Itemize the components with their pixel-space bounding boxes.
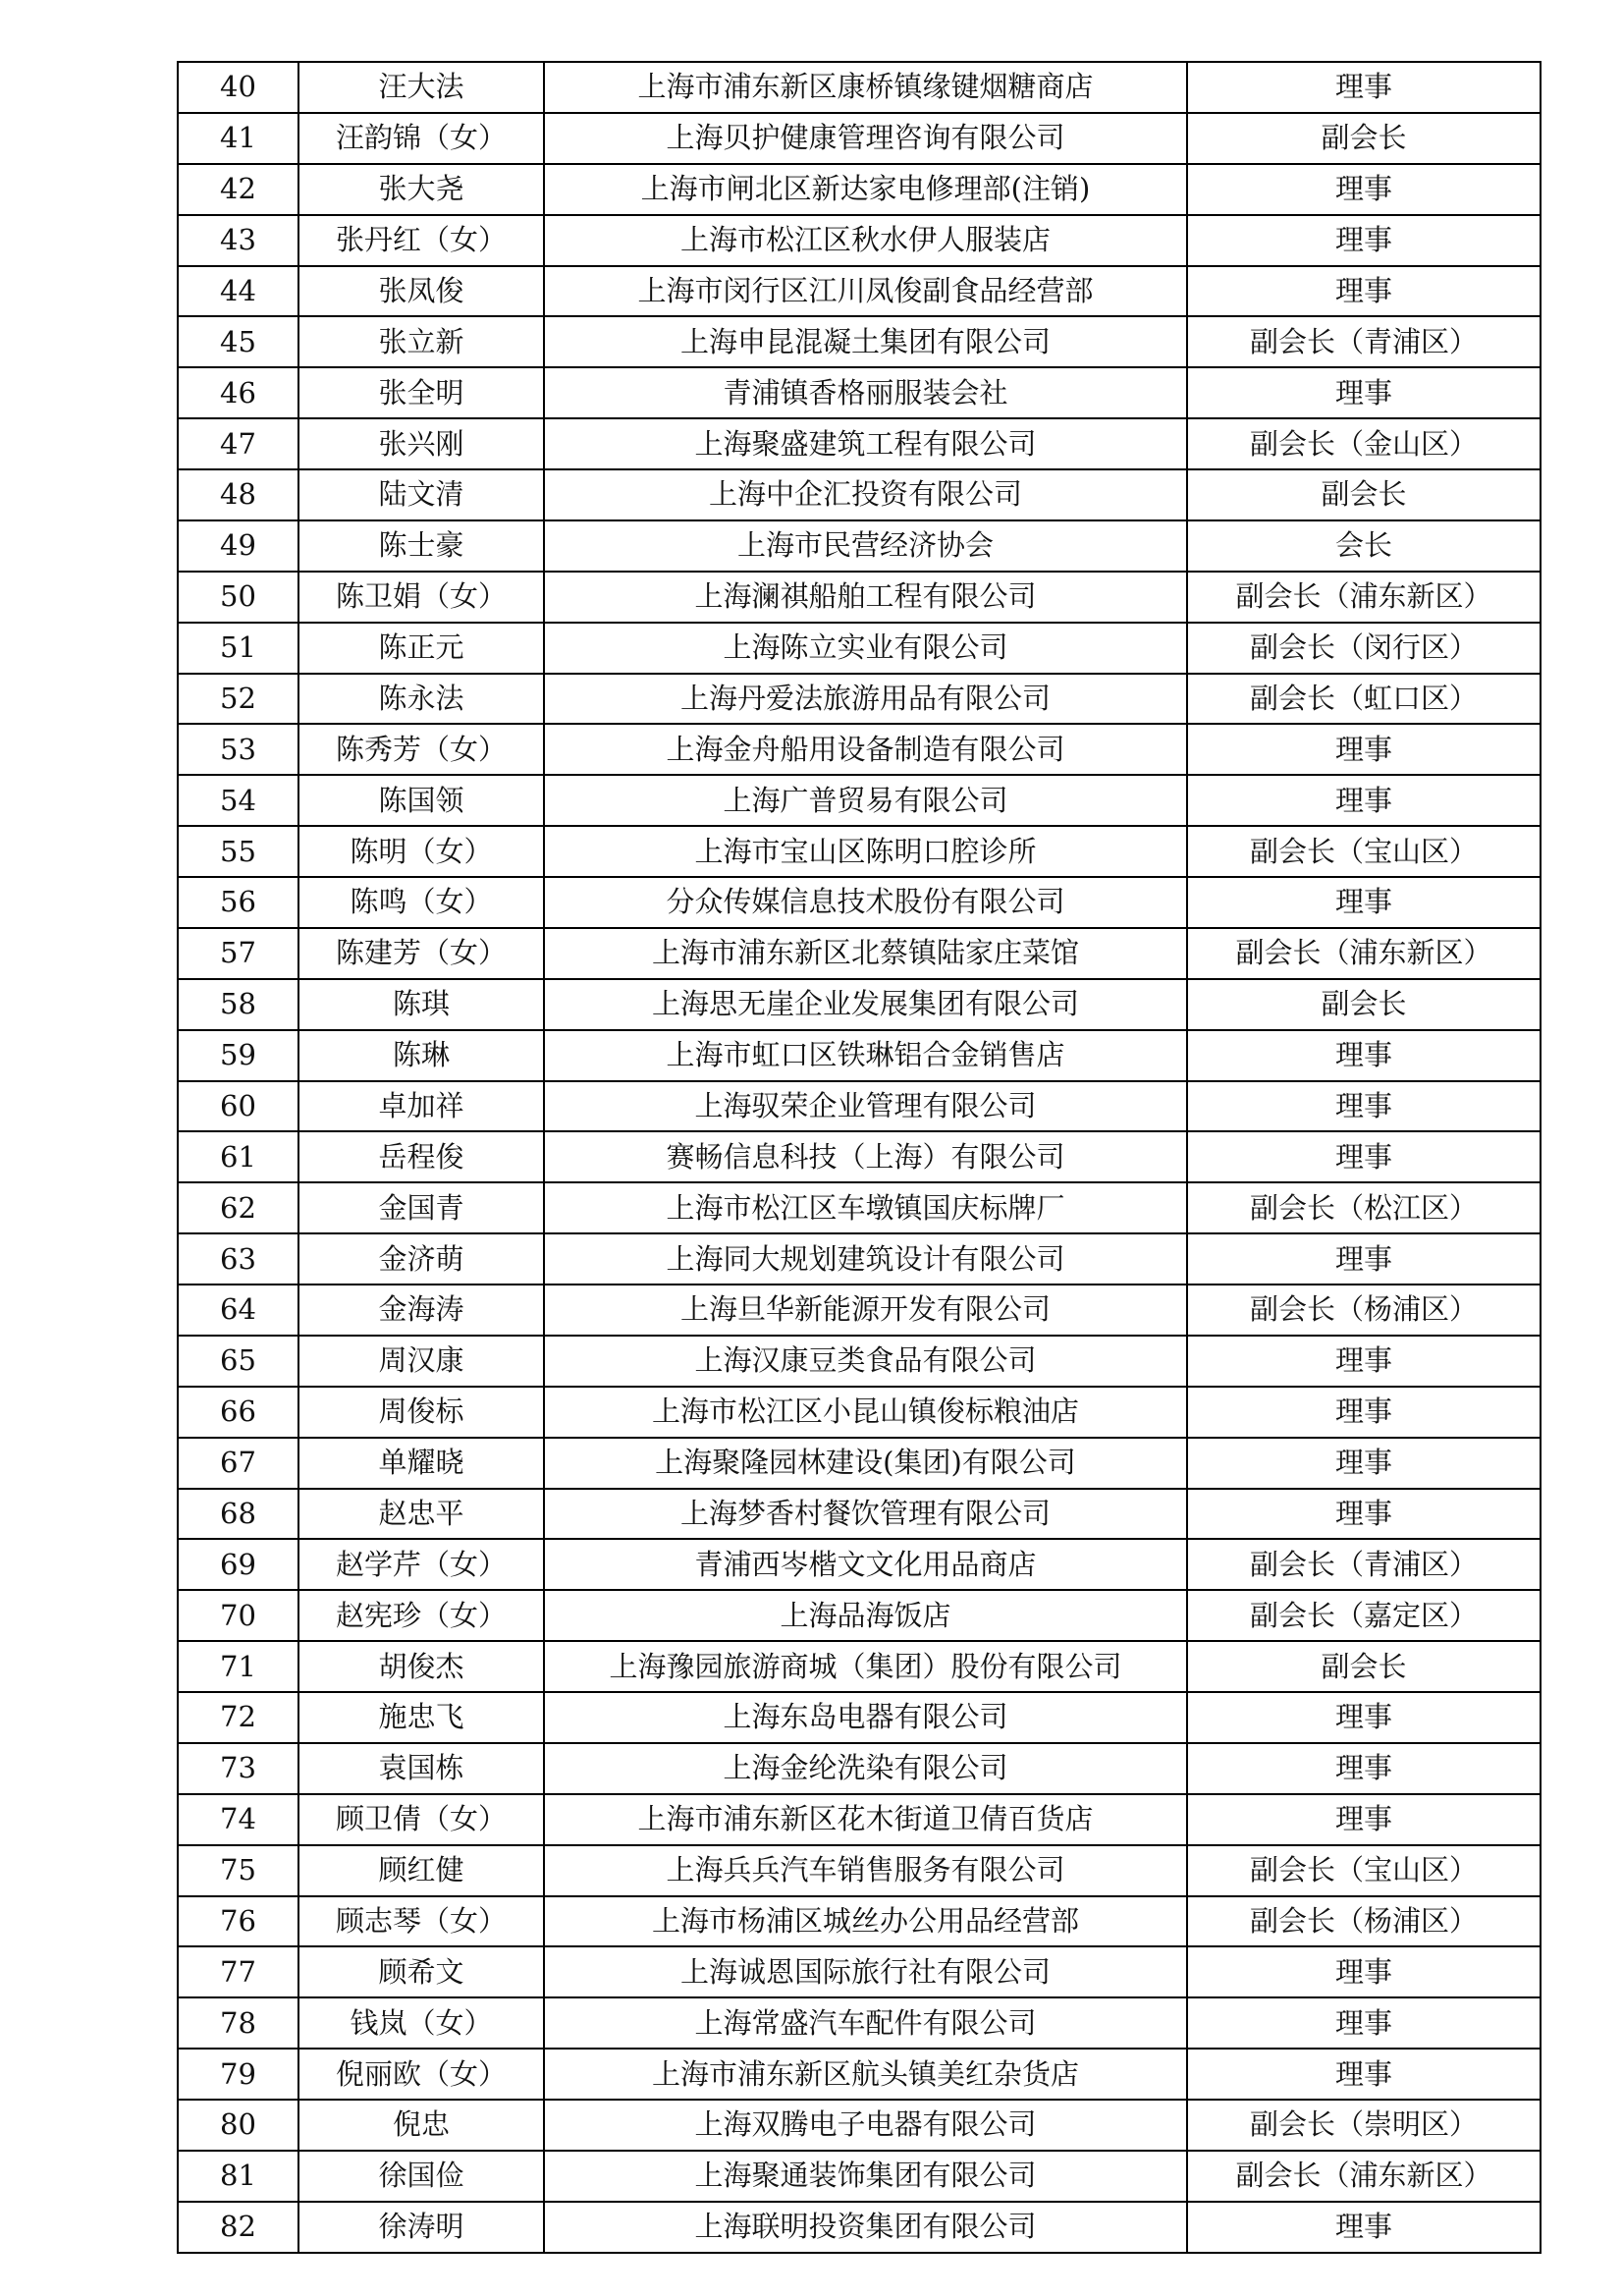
row-number-cell: 52: [178, 674, 298, 725]
member-name-cell: 金海涛: [298, 1285, 544, 1336]
row-number-cell: 65: [178, 1336, 298, 1387]
member-name-cell: 陈明（女）: [298, 826, 544, 877]
row-number-cell: 41: [178, 113, 298, 164]
table-row: [178, 1387, 1541, 1438]
row-number-cell: 80: [178, 2100, 298, 2151]
organization-cell: 分众传媒信息技术股份有限公司: [544, 877, 1187, 928]
row-number-cell: 81: [178, 2151, 298, 2202]
table-row: [178, 877, 1541, 928]
organization-cell: 上海品海饭店: [544, 1590, 1187, 1641]
row-number-cell: 60: [178, 1081, 298, 1132]
row-number-cell: 47: [178, 418, 298, 469]
table-row: [178, 367, 1541, 418]
member-name-cell: 汪韵锦（女）: [298, 113, 544, 164]
table-row: [178, 775, 1541, 826]
member-name-cell: 周俊标: [298, 1387, 544, 1438]
row-number-cell: 79: [178, 2049, 298, 2100]
role-cell: 理事: [1187, 1438, 1541, 1489]
role-cell: 理事: [1187, 1794, 1541, 1845]
organization-cell: 上海市宝山区陈明口腔诊所: [544, 826, 1187, 877]
role-cell: 副会长（杨浦区）: [1187, 1285, 1541, 1336]
member-name-cell: 张凤俊: [298, 266, 544, 317]
role-cell: 理事: [1187, 1387, 1541, 1438]
member-name-cell: 陈正元: [298, 623, 544, 674]
role-cell: 理事: [1187, 1336, 1541, 1387]
role-cell: 理事: [1187, 1946, 1541, 1997]
role-cell: 理事: [1187, 164, 1541, 215]
row-number-cell: 69: [178, 1539, 298, 1590]
member-name-cell: 张丹红（女）: [298, 215, 544, 266]
member-name-cell: 倪丽欧（女）: [298, 2049, 544, 2100]
member-name-cell: 顾卫倩（女）: [298, 1794, 544, 1845]
row-number-cell: 59: [178, 1030, 298, 1081]
row-number-cell: 40: [178, 62, 298, 113]
member-name-cell: 徐涛明: [298, 2202, 544, 2253]
organization-cell: 上海市杨浦区城丝办公用品经营部: [544, 1896, 1187, 1947]
organization-cell: 上海市闸北区新达家电修理部(注销): [544, 164, 1187, 215]
member-name-cell: 顾志琴（女）: [298, 1896, 544, 1947]
table-row: [178, 62, 1541, 113]
role-cell: 理事: [1187, 775, 1541, 826]
role-cell: 理事: [1187, 1489, 1541, 1540]
member-name-cell: 单耀晓: [298, 1438, 544, 1489]
row-number-cell: 72: [178, 1692, 298, 1743]
member-name-cell: 徐国俭: [298, 2151, 544, 2202]
row-number-cell: 66: [178, 1387, 298, 1438]
organization-cell: 青浦镇香格丽服装会社: [544, 367, 1187, 418]
organization-cell: 上海联明投资集团有限公司: [544, 2202, 1187, 2253]
table-row: [178, 1641, 1541, 1692]
row-number-cell: 63: [178, 1233, 298, 1285]
row-number-cell: 75: [178, 1845, 298, 1896]
organization-cell: 上海梦香村餐饮管理有限公司: [544, 1489, 1187, 1540]
table-row: [178, 674, 1541, 725]
member-name-cell: 岳程俊: [298, 1131, 544, 1182]
row-number-cell: 76: [178, 1896, 298, 1947]
table-row: [178, 418, 1541, 469]
member-name-cell: 张大尧: [298, 164, 544, 215]
organization-cell: 上海市浦东新区航头镇美红杂货店: [544, 2049, 1187, 2100]
table-row: [178, 469, 1541, 520]
table-row: [178, 1489, 1541, 1540]
role-cell: 理事: [1187, 1997, 1541, 2049]
role-cell: 理事: [1187, 1081, 1541, 1132]
organization-cell: 青浦西岑楷文文化用品商店: [544, 1539, 1187, 1590]
organization-cell: 上海市民营经济协会: [544, 520, 1187, 572]
member-name-cell: 袁国栋: [298, 1743, 544, 1794]
member-name-cell: 陈鸣（女）: [298, 877, 544, 928]
member-name-cell: 张立新: [298, 316, 544, 367]
row-number-cell: 55: [178, 826, 298, 877]
organization-cell: 上海金纶洗染有限公司: [544, 1743, 1187, 1794]
role-cell: 副会长（宝山区）: [1187, 1845, 1541, 1896]
table-row: [178, 572, 1541, 623]
member-name-cell: 金国青: [298, 1182, 544, 1233]
table-row: [178, 1539, 1541, 1590]
role-cell: 理事: [1187, 2049, 1541, 2100]
row-number-cell: 82: [178, 2202, 298, 2253]
organization-cell: 上海驭荣企业管理有限公司: [544, 1081, 1187, 1132]
member-name-cell: 赵学芹（女）: [298, 1539, 544, 1590]
member-name-cell: 赵宪珍（女）: [298, 1590, 544, 1641]
organization-cell: 上海广普贸易有限公司: [544, 775, 1187, 826]
row-number-cell: 73: [178, 1743, 298, 1794]
row-number-cell: 50: [178, 572, 298, 623]
row-number-cell: 48: [178, 469, 298, 520]
table-row: [178, 826, 1541, 877]
organization-cell: 上海陈立实业有限公司: [544, 623, 1187, 674]
table-row: [178, 316, 1541, 367]
row-number-cell: 56: [178, 877, 298, 928]
role-cell: 副会长（浦东新区）: [1187, 2151, 1541, 2202]
organization-cell: 上海市浦东新区花木街道卫倩百货店: [544, 1794, 1187, 1845]
role-cell: 副会长（浦东新区）: [1187, 572, 1541, 623]
role-cell: 理事: [1187, 1030, 1541, 1081]
table-row: [178, 623, 1541, 674]
table-row: [178, 1590, 1541, 1641]
member-name-cell: 胡俊杰: [298, 1641, 544, 1692]
organization-cell: 上海市松江区秋水伊人服装店: [544, 215, 1187, 266]
role-cell: 副会长: [1187, 113, 1541, 164]
table-row: [178, 1946, 1541, 1997]
row-number-cell: 77: [178, 1946, 298, 1997]
role-cell: 副会长（青浦区）: [1187, 316, 1541, 367]
table-row: [178, 266, 1541, 317]
table-row: [178, 1845, 1541, 1896]
member-table-body: [178, 62, 1541, 2253]
table-row: [178, 928, 1541, 979]
organization-cell: 上海澜祺船舶工程有限公司: [544, 572, 1187, 623]
row-number-cell: 62: [178, 1182, 298, 1233]
organization-cell: 上海同大规划建筑设计有限公司: [544, 1233, 1187, 1285]
table-row: [178, 2049, 1541, 2100]
role-cell: 副会长（嘉定区）: [1187, 1590, 1541, 1641]
table-row: [178, 1182, 1541, 1233]
row-number-cell: 67: [178, 1438, 298, 1489]
role-cell: 理事: [1187, 1743, 1541, 1794]
role-cell: 副会长: [1187, 1641, 1541, 1692]
organization-cell: 上海市虹口区铁琳铝合金销售店: [544, 1030, 1187, 1081]
role-cell: 理事: [1187, 724, 1541, 775]
member-name-cell: 陈永法: [298, 674, 544, 725]
row-number-cell: 53: [178, 724, 298, 775]
organization-cell: 上海豫园旅游商城（集团）股份有限公司: [544, 1641, 1187, 1692]
table-row: [178, 2100, 1541, 2151]
row-number-cell: 78: [178, 1997, 298, 2049]
role-cell: 理事: [1187, 1131, 1541, 1182]
member-name-cell: 陆文清: [298, 469, 544, 520]
organization-cell: 赛畅信息科技（上海）有限公司: [544, 1131, 1187, 1182]
role-cell: 副会长（宝山区）: [1187, 826, 1541, 877]
table-row: [178, 1131, 1541, 1182]
table-row: [178, 979, 1541, 1030]
role-cell: 理事: [1187, 1233, 1541, 1285]
member-name-cell: 顾希文: [298, 1946, 544, 1997]
role-cell: 理事: [1187, 877, 1541, 928]
table-row: [178, 1030, 1541, 1081]
table-row: [178, 1794, 1541, 1845]
organization-cell: 上海聚隆园林建设(集团)有限公司: [544, 1438, 1187, 1489]
role-cell: 副会长（闵行区）: [1187, 623, 1541, 674]
member-name-cell: 汪大法: [298, 62, 544, 113]
row-number-cell: 74: [178, 1794, 298, 1845]
row-number-cell: 44: [178, 266, 298, 317]
table-row: [178, 1743, 1541, 1794]
organization-cell: 上海中企汇投资有限公司: [544, 469, 1187, 520]
organization-cell: 上海思无崖企业发展集团有限公司: [544, 979, 1187, 1030]
row-number-cell: 51: [178, 623, 298, 674]
organization-cell: 上海东岛电器有限公司: [544, 1692, 1187, 1743]
table-row: [178, 1285, 1541, 1336]
organization-cell: 上海金舟船用设备制造有限公司: [544, 724, 1187, 775]
table-row: [178, 164, 1541, 215]
role-cell: 理事: [1187, 215, 1541, 266]
organization-cell: 上海市闵行区江川凤俊副食品经营部: [544, 266, 1187, 317]
row-number-cell: 42: [178, 164, 298, 215]
table-row: [178, 724, 1541, 775]
role-cell: 副会长（金山区）: [1187, 418, 1541, 469]
table-row: [178, 1233, 1541, 1285]
organization-cell: 上海兵兵汽车销售服务有限公司: [544, 1845, 1187, 1896]
member-name-cell: 金济萌: [298, 1233, 544, 1285]
member-name-cell: 陈卫娟（女）: [298, 572, 544, 623]
member-name-cell: 陈建芳（女）: [298, 928, 544, 979]
table-row: [178, 1336, 1541, 1387]
table-row: [178, 1997, 1541, 2049]
organization-cell: 上海市松江区车墩镇国庆标牌厂: [544, 1182, 1187, 1233]
member-name-cell: 陈国领: [298, 775, 544, 826]
organization-cell: 上海市浦东新区北蔡镇陆家庄菜馆: [544, 928, 1187, 979]
role-cell: 副会长（崇明区）: [1187, 2100, 1541, 2151]
member-name-cell: 陈秀芳（女）: [298, 724, 544, 775]
row-number-cell: 70: [178, 1590, 298, 1641]
table-row: [178, 2202, 1541, 2253]
member-name-cell: 周汉康: [298, 1336, 544, 1387]
row-number-cell: 43: [178, 215, 298, 266]
organization-cell: 上海聚盛建筑工程有限公司: [544, 418, 1187, 469]
member-name-cell: 卓加祥: [298, 1081, 544, 1132]
role-cell: 理事: [1187, 367, 1541, 418]
role-cell: 理事: [1187, 2202, 1541, 2253]
organization-cell: 上海申昆混凝土集团有限公司: [544, 316, 1187, 367]
role-cell: 副会长（青浦区）: [1187, 1539, 1541, 1590]
row-number-cell: 49: [178, 520, 298, 572]
member-name-cell: 顾红健: [298, 1845, 544, 1896]
row-number-cell: 64: [178, 1285, 298, 1336]
organization-cell: 上海丹爱法旅游用品有限公司: [544, 674, 1187, 725]
role-cell: 副会长（杨浦区）: [1187, 1896, 1541, 1947]
role-cell: 理事: [1187, 1692, 1541, 1743]
table-row: [178, 1438, 1541, 1489]
row-number-cell: 71: [178, 1641, 298, 1692]
table-row: [178, 520, 1541, 572]
table-row: [178, 1692, 1541, 1743]
role-cell: 副会长（虹口区）: [1187, 674, 1541, 725]
row-number-cell: 54: [178, 775, 298, 826]
member-name-cell: 张全明: [298, 367, 544, 418]
row-number-cell: 57: [178, 928, 298, 979]
organization-cell: 上海市松江区小昆山镇俊标粮油店: [544, 1387, 1187, 1438]
member-table: [177, 61, 1542, 2254]
row-number-cell: 46: [178, 367, 298, 418]
organization-cell: 上海贝护健康管理咨询有限公司: [544, 113, 1187, 164]
organization-cell: 上海汉康豆类食品有限公司: [544, 1336, 1187, 1387]
member-name-cell: 陈琳: [298, 1030, 544, 1081]
organization-cell: 上海旦华新能源开发有限公司: [544, 1285, 1187, 1336]
member-name-cell: 张兴刚: [298, 418, 544, 469]
organization-cell: 上海常盛汽车配件有限公司: [544, 1997, 1187, 2049]
row-number-cell: 61: [178, 1131, 298, 1182]
row-number-cell: 45: [178, 316, 298, 367]
role-cell: 会长: [1187, 520, 1541, 572]
table-row: [178, 1896, 1541, 1947]
table-row: [178, 113, 1541, 164]
table-row: [178, 215, 1541, 266]
role-cell: 副会长: [1187, 979, 1541, 1030]
role-cell: 副会长: [1187, 469, 1541, 520]
member-name-cell: 陈琪: [298, 979, 544, 1030]
table-row: [178, 1081, 1541, 1132]
member-name-cell: 倪忠: [298, 2100, 544, 2151]
organization-cell: 上海双腾电子电器有限公司: [544, 2100, 1187, 2151]
member-name-cell: 陈士豪: [298, 520, 544, 572]
role-cell: 副会长（松江区）: [1187, 1182, 1541, 1233]
organization-cell: 上海聚通装饰集团有限公司: [544, 2151, 1187, 2202]
table-row: [178, 2151, 1541, 2202]
row-number-cell: 68: [178, 1489, 298, 1540]
role-cell: 理事: [1187, 62, 1541, 113]
role-cell: 副会长（浦东新区）: [1187, 928, 1541, 979]
organization-cell: 上海诚恩国际旅行社有限公司: [544, 1946, 1187, 1997]
member-name-cell: 赵忠平: [298, 1489, 544, 1540]
row-number-cell: 58: [178, 979, 298, 1030]
member-name-cell: 钱岚（女）: [298, 1997, 544, 2049]
member-name-cell: 施忠飞: [298, 1692, 544, 1743]
organization-cell: 上海市浦东新区康桥镇缘键烟糖商店: [544, 62, 1187, 113]
role-cell: 理事: [1187, 266, 1541, 317]
